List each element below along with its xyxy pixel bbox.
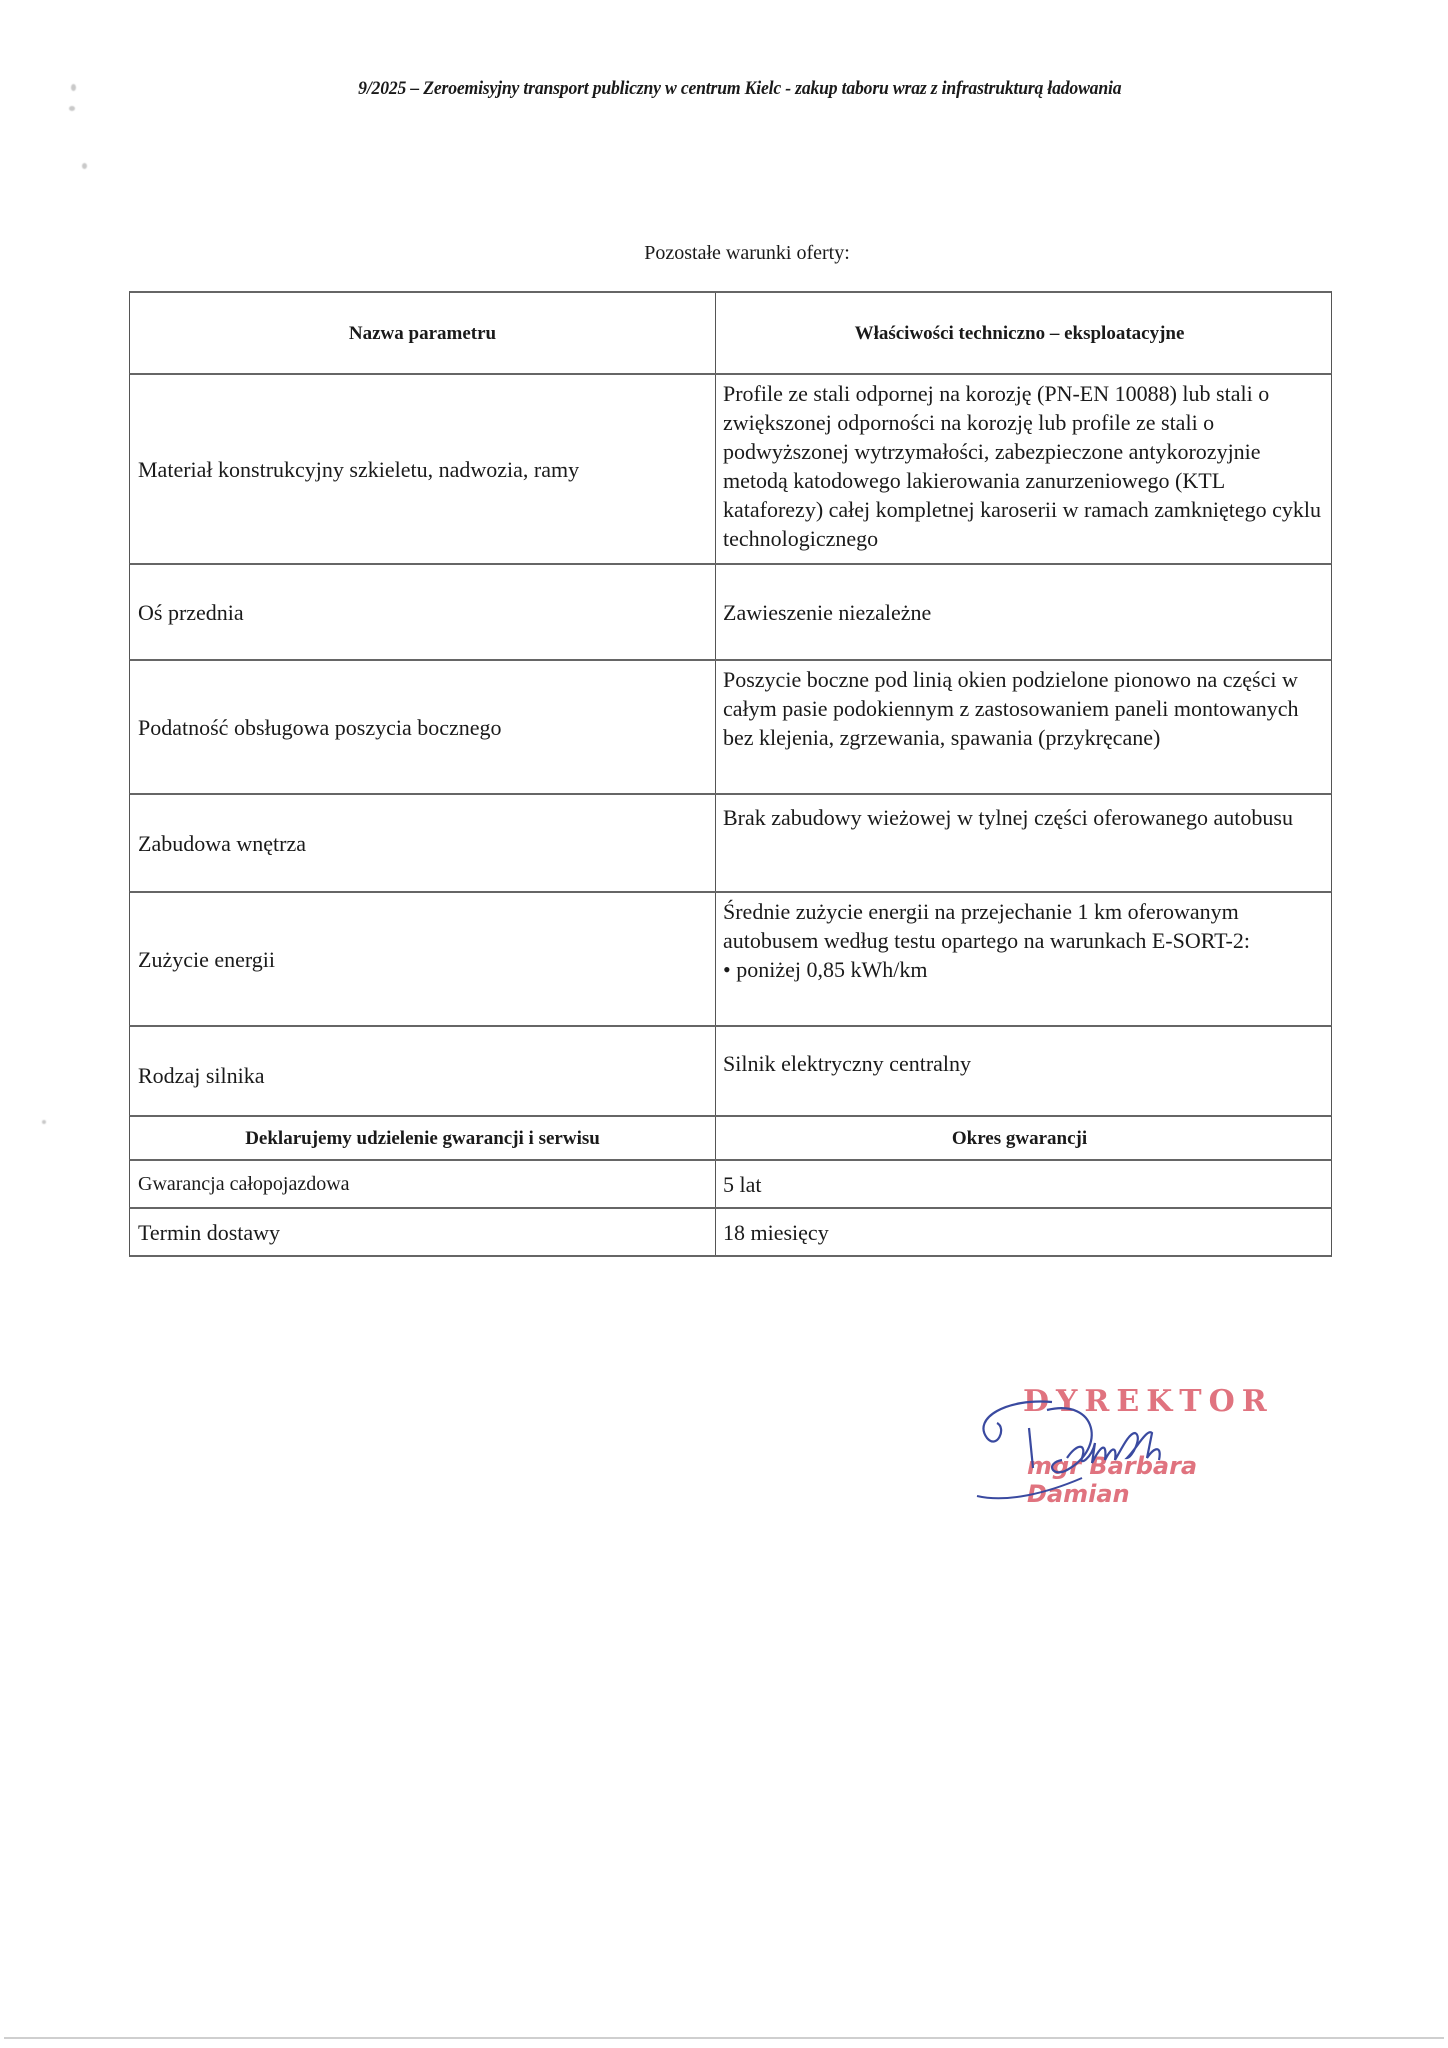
scan-speck [69, 106, 75, 111]
parameter-cell [130, 795, 716, 891]
table-row [129, 563, 1332, 659]
parameter-value: Zawieszenie niezależne [723, 599, 932, 625]
director-stamp [975, 1384, 1295, 1518]
parameter-cell [130, 375, 716, 563]
parameter-name: Zużycie energii [138, 946, 276, 972]
parameter-name: Rodzaj silnika [138, 1062, 265, 1088]
document-header-title: 9/2025 – Zeroemisyjny transport publiczny w centrum Kielc - zakup taboru wraz z infrastrukturą ładowania [358, 78, 1122, 99]
value-cell [716, 375, 1331, 563]
scan-speck [42, 1120, 46, 1124]
parameter-name: Oś przednia [138, 599, 244, 625]
parameter-cell [130, 661, 716, 793]
warranty-parameter: Gwarancja całopojazdowa [130, 1161, 716, 1207]
table-row [129, 659, 1332, 793]
parameter-value: Profile ze stali odpornej na korozję (PN-EN 10088) lub stali o zwiększonej odporności na korozję lub profile ze stali o podwyższonej wytrzymałości, zabezpieczone antykorozyjnie metodą katodowego lakierowania zanurzeniowego (KTL kataforezy) całej kompletnej karoserii w ramach zamkniętego cyklu technologicznego [723, 381, 1322, 551]
warranty-value: 5 lat [723, 1171, 762, 1197]
warranty-row [129, 1207, 1332, 1257]
parameter-cell [130, 1027, 716, 1115]
table-row [129, 1025, 1332, 1115]
table-row [129, 793, 1332, 891]
table-row [129, 373, 1332, 563]
signature-icon [967, 1388, 1287, 1518]
parameter-value-bullet: • poniżej 0,85 kWh/km [723, 957, 928, 982]
warranty-parameter: Termin dostawy [130, 1209, 716, 1255]
column-header-properties: Właściwości techniczno – eksploatacyjne [854, 322, 1185, 344]
stamp-name: mgr Barbara Damian [1027, 1452, 1198, 1508]
value-cell [716, 795, 1331, 891]
parameter-name: Podatność obsługowa poszycia bocznego [138, 714, 502, 740]
value-cell [716, 893, 1331, 1025]
parameter-name: Zabudowa wnętrza [138, 830, 306, 856]
warranty-row [129, 1159, 1332, 1207]
table-header-row [129, 291, 1332, 373]
warranty-header-row [129, 1115, 1332, 1159]
scan-speck [82, 163, 87, 169]
value-cell [716, 661, 1331, 793]
table-row [129, 891, 1332, 1025]
parameter-value: Silnik elektryczny centralny [723, 1051, 972, 1076]
page-bottom-edge [4, 2037, 1444, 2039]
column-header-declaration: Deklarujemy udzielenie gwarancji i serwisu [130, 1117, 716, 1159]
value-cell [716, 565, 1331, 659]
section-caption: Pozostałe warunki oferty: [644, 242, 850, 264]
column-header-period: Okres gwarancji [951, 1127, 1088, 1149]
warranty-value: 18 miesięcy [723, 1219, 829, 1245]
value-cell [716, 1027, 1331, 1115]
parameter-value: Brak zabudowy wieżowej w tylnej części oferowanego autobusu [723, 805, 1293, 830]
parameter-value: Poszycie boczne pod linią okien podzielone pionowo na części w całym pasie podokiennym z zastosowaniem paneli montowanych bez klejenia, zgrzewania, spawania (przykręcane) [723, 667, 1299, 750]
column-header-parameter: Nazwa parametru [130, 293, 716, 373]
offer-conditions-table [129, 291, 1332, 1257]
parameter-name: Materiał konstrukcyjny szkieletu, nadwozia, ramy [138, 456, 580, 482]
parameter-value: Średnie zużycie energii na przejechanie 1 km oferowanym autobusem według testu opartego na warunkach E-SORT-2: [723, 899, 1250, 953]
parameter-cell [130, 893, 716, 1025]
stamp-title: DYREKTOR [1023, 1384, 1274, 1419]
parameter-cell [130, 565, 716, 659]
